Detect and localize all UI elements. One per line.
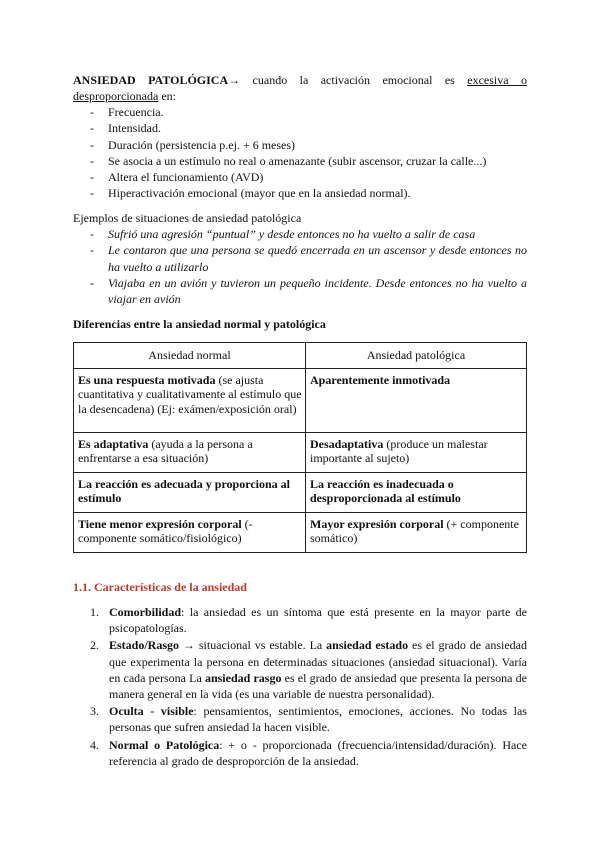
table-cell bbox=[74, 513, 306, 553]
list-item bbox=[73, 637, 527, 702]
item-bold: Estado/Rasgo → bbox=[109, 638, 195, 653]
table-cell bbox=[306, 369, 527, 433]
table-cell bbox=[74, 473, 306, 513]
cell-bold: Aparentemente inmotivada bbox=[310, 373, 451, 387]
item-text: : la ansiedad es un síntoma que está presente en la mayor parte de psicopatologías. bbox=[109, 605, 527, 636]
intro-title: ANSIEDAD PATOLÓGICA→ bbox=[73, 73, 241, 87]
item-text: : + o - proporcionada (frecuencia/intensidad/duración). Hace referencia al grado de desproporción de la ansiedad. bbox=[109, 737, 527, 768]
features-list bbox=[73, 104, 527, 202]
intro-underlined: excesiva o desproporcionada bbox=[73, 73, 527, 104]
list-item: - Hiperactivación emocional (mayor que en la ansiedad normal). bbox=[73, 185, 527, 201]
table-header-row bbox=[74, 343, 527, 369]
table-cell bbox=[74, 433, 306, 473]
table-cell bbox=[306, 513, 527, 553]
header-pathological: Ansiedad patológica bbox=[306, 343, 527, 369]
table-row bbox=[74, 473, 527, 513]
characteristics-list bbox=[73, 604, 527, 769]
intro-text-after: en: bbox=[158, 89, 176, 104]
list-item: - Viajaba en un avión y tuvieron un pequeño incidente. Desde entonces no ha vuelto a viajar en avión bbox=[73, 275, 527, 308]
cell-bold: Es una respuesta motivada bbox=[78, 373, 216, 387]
item-number: 2. bbox=[90, 638, 99, 653]
item-text: : pensamientos, sentimientos, emociones, acciones. No todas las personas que sufren ansiedad la hacen visible. bbox=[109, 704, 527, 735]
list-item: - Sufrió una agresión “puntual” y desde entonces no ha vuelto a salir de casa bbox=[73, 226, 527, 242]
list-item: - Frecuencia. bbox=[73, 104, 527, 120]
table-cell bbox=[306, 473, 527, 513]
intro-paragraph bbox=[73, 72, 527, 105]
list-item: - Intensidad. bbox=[73, 120, 527, 136]
table-cell bbox=[74, 369, 306, 433]
list-item bbox=[73, 703, 527, 735]
cell-bold: Es adaptativa bbox=[78, 437, 149, 451]
examples-list bbox=[73, 226, 527, 307]
item-text: es el grado de ansiedad que presenta la persona de manera general en la vida (es una variable de nuestra personalidad). bbox=[109, 670, 527, 702]
list-item: - Duración (persistencia p.ej. + 6 meses) bbox=[73, 137, 527, 153]
item-bold: ansiedad rasgo bbox=[204, 670, 282, 685]
cell-text: (+ componente somático) bbox=[310, 517, 519, 546]
cell-bold: La reacción es inadecuada o desproporcionada al estímulo bbox=[310, 477, 461, 506]
cell-text: (ayuda a la persona a enfrentarse a esa situación) bbox=[78, 437, 253, 466]
cell-bold: Mayor expresión corporal bbox=[310, 517, 444, 531]
cell-bold: Desadaptativa bbox=[310, 437, 384, 451]
table-row bbox=[74, 513, 527, 553]
item-text: es el grado de ansiedad que experimenta la persona en determinadas situaciones (ansiedad situacional). Varía en cada persona La bbox=[109, 638, 527, 685]
section-heading: 1.1. Características de la ansiedad bbox=[73, 580, 247, 594]
item-bold: Normal o Patológica bbox=[109, 737, 220, 752]
cell-bold: La reacción es adecuada y proporciona al estímulo bbox=[78, 477, 291, 506]
cell-text: (produce un malestar importante al sujeto) bbox=[310, 437, 488, 466]
item-number: 4. bbox=[90, 737, 99, 752]
table-row bbox=[74, 369, 527, 433]
cell-text: (se ajusta cuantitativa y cualitativamente al estímulo que la desencadena) (Ej: exámen/exposición oral) bbox=[78, 373, 302, 416]
item-bold: Comorbilidad bbox=[109, 605, 182, 619]
item-text: situacional vs estable. La bbox=[194, 638, 327, 653]
list-item bbox=[73, 737, 527, 769]
cell-text: (-componente somático/fisiológico) bbox=[78, 517, 253, 546]
list-item: - Le contaron que una persona se quedó encerrada en un ascensor y desde entonces no ha vuelto a utilizarlo bbox=[73, 242, 527, 275]
item-bold: ansiedad estado bbox=[326, 638, 409, 653]
table-cell bbox=[306, 433, 527, 473]
list-item bbox=[73, 604, 527, 636]
item-bold: Oculta - visible bbox=[109, 704, 194, 719]
table-row bbox=[74, 433, 527, 473]
intro-text-before: cuando la activación emocional es bbox=[240, 73, 468, 87]
item-number: 3. bbox=[90, 704, 99, 719]
comparison-table bbox=[73, 342, 527, 553]
comparison-heading: Diferencias entre la ansiedad normal y patológica bbox=[73, 317, 326, 331]
item-number: 1. bbox=[90, 605, 99, 619]
examples-heading: Ejemplos de situaciones de ansiedad patológica bbox=[73, 211, 302, 225]
header-normal: Ansiedad normal bbox=[74, 343, 306, 369]
cell-bold: Tiene menor expresión corporal bbox=[78, 517, 242, 531]
list-item: - Altera el funcionamiento (AVD) bbox=[73, 169, 527, 185]
list-item: - Se asocia a un estímulo no real o amenazante (subir ascensor, cruzar la calle...) bbox=[73, 153, 527, 169]
